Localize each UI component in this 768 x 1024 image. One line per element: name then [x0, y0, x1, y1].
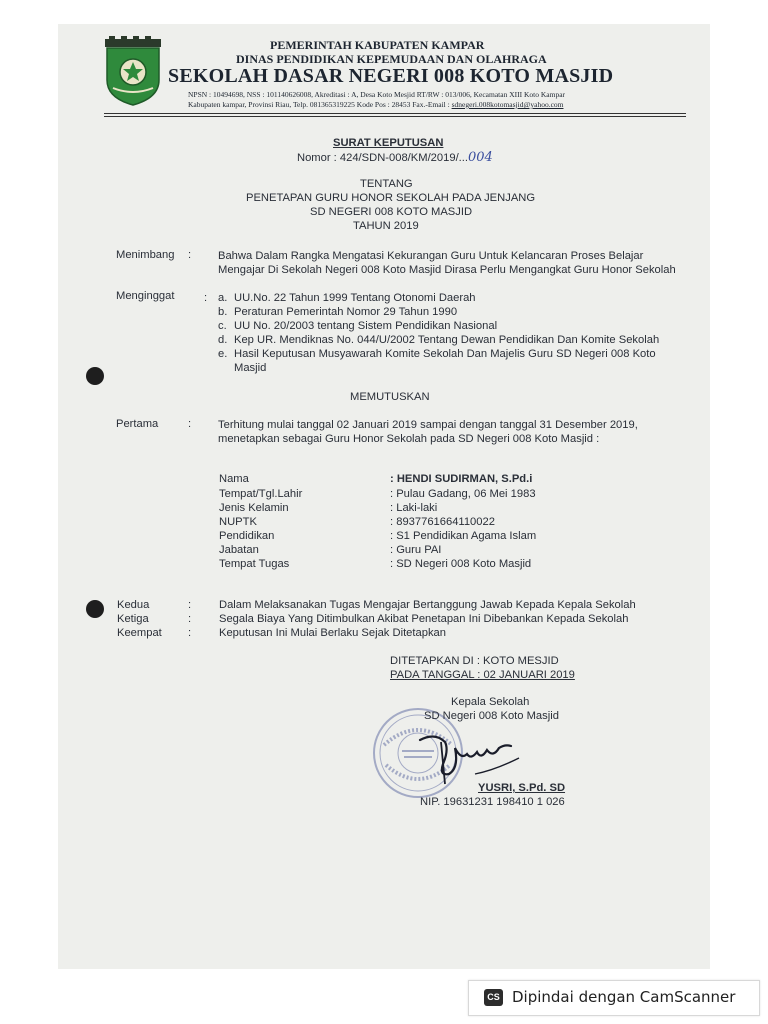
camscanner-label: Dipindai dengan CamScanner — [512, 988, 736, 1006]
list-item: Kep UR. Mendiknas No. 044/U/2002 Tentang Dewan Pendidikan Dan Komite Sekolah — [234, 334, 660, 346]
pertama-text-line1: Terhitung mulai tanggal 02 Januari 2019 sampai dengan tanggal 31 Desember 2019, — [218, 419, 638, 431]
tentang-label: TENTANG — [360, 178, 413, 190]
camscanner-icon: CS — [484, 989, 503, 1006]
header-address-line2 — [188, 100, 563, 109]
detail-value: : S1 Pendidikan Agama Islam — [390, 530, 537, 542]
pertama-colon: : — [188, 418, 192, 430]
detail-label: Jenis Kelamin — [219, 502, 289, 514]
ditetapkan-date: PADA TANGGAL : 02 JANUARI 2019 — [390, 669, 575, 681]
punch-hole-top — [86, 367, 104, 385]
memutuskan-heading: MEMUTUSKAN — [350, 391, 430, 403]
clause-colon: : — [188, 613, 192, 625]
punch-hole-bottom — [86, 600, 104, 618]
header-rule-thick — [104, 113, 686, 114]
mengingat-label: Menginggat — [116, 290, 175, 302]
list-item-letter: a. — [218, 292, 228, 304]
mengingat-colon: : — [204, 292, 208, 304]
detail-label: Jabatan — [219, 544, 259, 556]
list-item: Peraturan Pemerintah Nomor 29 Tahun 1990 — [234, 306, 458, 318]
detail-label: Tempat Tugas — [219, 558, 290, 570]
header-address-line1: NPSN : 10494698, NSS : 101140626008, Akreditasi : A, Desa Koto Mesjid RT/RW : 013/006, Kecamatan XIII Koto Kampar — [188, 90, 566, 99]
list-item-letter: d. — [218, 334, 228, 346]
menimbang-label: Menimbang — [116, 249, 175, 261]
header-school-name: SEKOLAH DASAR NEGERI 008 KOTO MASJID — [168, 65, 614, 87]
kampar-regency-logo — [103, 36, 163, 106]
menimbang-text-line2: Mengajar Di Sekolah Negeri 008 Koto Masjid Dirasa Perlu Mengangkat Guru Honor Sekolah — [218, 264, 676, 276]
document-page — [58, 24, 710, 969]
document-number — [297, 150, 493, 165]
clause-colon: : — [188, 627, 192, 639]
list-item: UU No. 20/2003 tentang Sistem Pendidikan Nasional — [234, 320, 498, 332]
detail-label: Tempat/Tgl.Lahir — [219, 488, 303, 500]
document-heading: SURAT KEPUTUSAN — [333, 137, 444, 149]
clause-text: Segala Biaya Yang Ditimbulkan Akibat Penetapan Ini Dibebankan Kepada Sekolah — [219, 613, 629, 625]
document-number-printed: Nomor : 424/SDN-008/KM/2019/... — [297, 152, 468, 164]
header-address-contact: Kabupaten kampar, Provinsi Riau, Telp. 081365319225 Kode Pos : 28453 Fax.-Email : — [188, 100, 452, 109]
subject-line3: TAHUN 2019 — [353, 220, 419, 232]
signatory-nip: NIP. 19631231 198410 1 026 — [420, 796, 565, 808]
list-item: Hasil Keputusan Musyawarah Komite Sekolah Dan Majelis Guru SD Negeri 008 Koto — [234, 348, 656, 360]
subject-line2: SD NEGERI 008 KOTO MASJID — [310, 206, 473, 218]
list-item-continuation: Masjid — [234, 362, 267, 374]
signatory-school: SD Negeri 008 Koto Masjid — [424, 710, 559, 722]
clause-label: Keempat — [117, 627, 162, 639]
clause-label: Ketiga — [117, 613, 149, 625]
handwritten-signature — [415, 730, 525, 785]
list-item-letter: e. — [218, 348, 228, 360]
detail-label: Pendidikan — [219, 530, 275, 542]
clause-colon: : — [188, 599, 192, 611]
clause-label: Kedua — [117, 599, 150, 611]
list-item-letter: c. — [218, 320, 227, 332]
detail-value: : Laki-laki — [390, 502, 438, 514]
ditetapkan-place: DITETAPKAN DI : KOTO MESJID — [390, 655, 559, 667]
document-number-handwritten: 004 — [468, 150, 493, 165]
header-department: DINAS PENDIDIKAN KEPEMUDAAN DAN OLAHRAGA — [236, 52, 547, 66]
detail-value: : Pulau Gadang, 06 Mei 1983 — [390, 488, 536, 500]
detail-value: : SD Negeri 008 Koto Masjid — [390, 558, 532, 570]
signatory-role: Kepala Sekolah — [451, 696, 530, 708]
header-email: sdnegeri.008kotomasjid@yahoo.com — [451, 100, 564, 109]
list-item-letter: b. — [218, 306, 228, 318]
pertama-text-line2: menetapkan sebagai Guru Honor Sekolah pada SD Negeri 008 Koto Masjid : — [218, 433, 600, 445]
detail-value-name: : HENDI SUDIRMAN, S.Pd.i — [390, 473, 533, 485]
menimbang-text-line1: Bahwa Dalam Rangka Mengatasi Kekurangan Guru Untuk Kelancaran Proses Belajar — [218, 250, 644, 262]
menimbang-colon: : — [188, 249, 192, 261]
pertama-label: Pertama — [116, 418, 159, 430]
signatory-name: YUSRI, S.Pd. SD — [478, 782, 566, 794]
list-item: UU.No. 22 Tahun 1999 Tentang Otonomi Daerah — [234, 292, 476, 304]
detail-value: : Guru PAI — [390, 544, 442, 556]
detail-label: Nama — [219, 473, 249, 485]
camscanner-watermark — [468, 980, 760, 1016]
subject-line1: PENETAPAN GURU HONOR SEKOLAH PADA JENJANG — [246, 192, 536, 204]
header-government: PEMERINTAH KABUPATEN KAMPAR — [270, 38, 485, 52]
clause-text: Keputusan Ini Mulai Berlaku Sejak Ditetapkan — [219, 627, 446, 639]
clause-text: Dalam Melaksanakan Tugas Mengajar Bertanggung Jawab Kepada Kepala Sekolah — [219, 599, 636, 611]
detail-label: NUPTK — [219, 516, 257, 528]
header-rule-thin — [104, 116, 686, 117]
detail-value: : 8937761664110022 — [390, 516, 495, 528]
